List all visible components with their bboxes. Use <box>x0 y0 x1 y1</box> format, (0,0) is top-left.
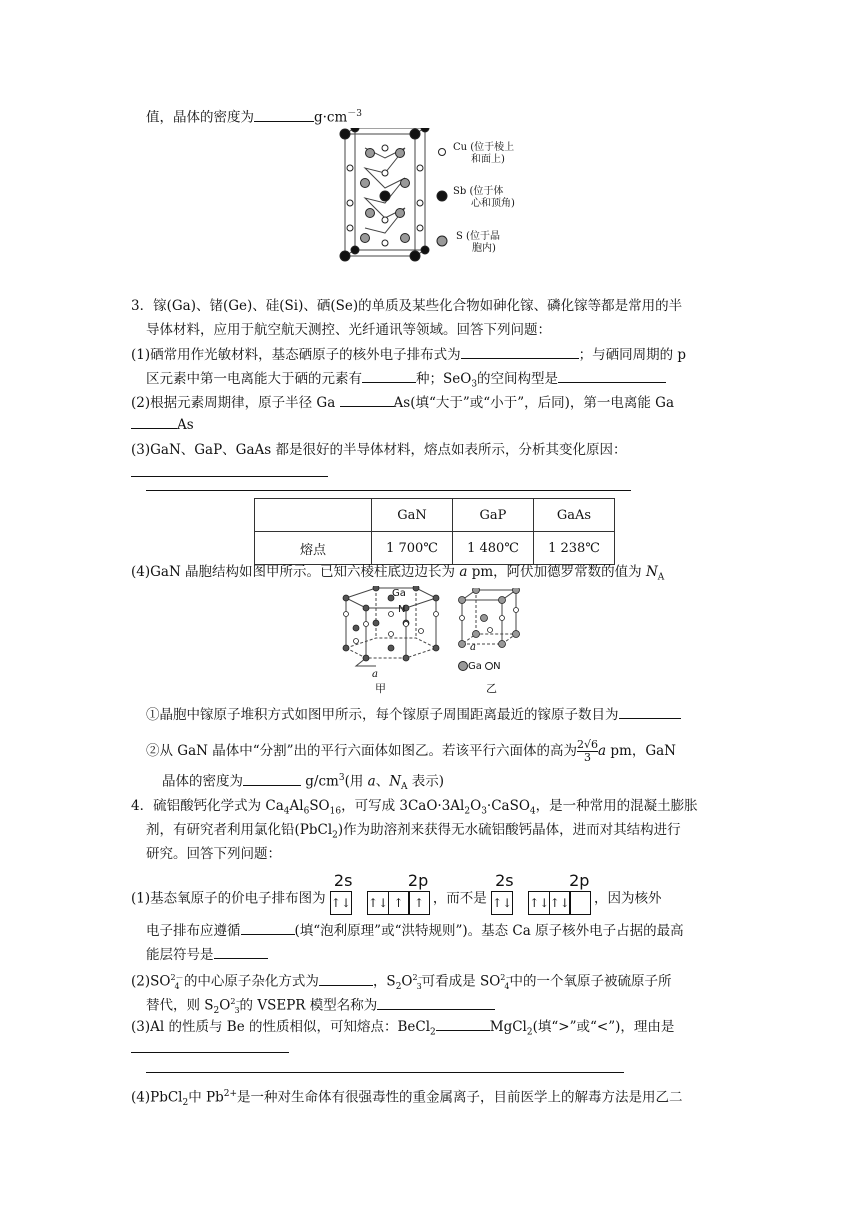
table-row: 熔点 1 700℃ 1 480℃ 1 238℃ <box>255 532 615 565</box>
q3-stem-2: 导体材料，应用于航空航天测控、光纤通讯等领域。回答下列问题： <box>146 322 551 338</box>
q4-part1-line3: 能层符号是 <box>146 944 268 965</box>
gan-hexagonal-figure <box>336 586 446 686</box>
q3-sub1: ①晶胞中镓原子堆积方式如图甲所示，每个镓原子周围距离最近的镓原子数目为 <box>146 704 681 725</box>
answer-blank[interactable] <box>619 704 681 719</box>
q4-part3-blank <box>131 1038 289 1059</box>
legend-cu: Cu (位于棱上 和面上) <box>453 142 515 165</box>
legend-s: S (位于晶 胞内) <box>456 231 500 254</box>
q3-part1-line2: 区元素中第一电离能大于硒的元素有 种；SeO$_3$的空间构型是 <box>146 368 666 395</box>
q3-sub2: ②从 GaN 晶体中“分割”出的平行六面体如图乙。若该平行六面体的高为 $\frac{2√6}{3}$ a pm，GaN <box>146 738 676 764</box>
fig-label-a: a <box>372 669 378 680</box>
ga-dot-icon <box>458 661 468 671</box>
q4-stem-1: 4．硫铝酸钙化学式为 $Ca_4Al_6SO_{16}$，可写成 $3CaO\cdot 3Al_2O_3\cdot CaSO_4$，是一种常用的混凝土膨胀 <box>131 798 698 817</box>
q3-part3-line: (3)GaN、GaP、GaAs 都是很好的半导体材料，熔点如表所示，分析其变化原因： <box>131 442 627 458</box>
q2-density-line: 值，晶体的密度为 $g\cdot cm^{-3}$ <box>146 104 362 128</box>
orbital-diagram-correct: 2s ↑↓ 2p ↑↓ ↑ ↑ <box>330 888 429 916</box>
answer-blank[interactable] <box>241 920 295 935</box>
answer-blank[interactable] <box>436 1016 490 1031</box>
answer-blank[interactable] <box>254 107 314 122</box>
answer-blank[interactable] <box>243 771 301 786</box>
q4-part1-line2: 电子排布应遵循 (填“泡利原理”或“洪特规则”)。基态 Ca 原子核外电子占据的最高 <box>146 920 684 941</box>
table-header-row: GaN GaP GaAs <box>255 499 615 532</box>
q4-part2-line1: $(2)SO^{2-}_4$ 的中心原子杂化方式为 ，$S_2O^{2-}_3$可看成是 $SO^{2-}_4$中的一个氧原子被硫原子所 <box>131 968 671 997</box>
q3-part4-line: (4)GaN 晶胞结构如图甲所示。已知六棱柱底边边长为 a pm，阿伏加德罗常数的值为 $N_A$ <box>131 564 665 583</box>
fig-label-a2: a <box>470 642 476 653</box>
answer-blank[interactable] <box>377 995 495 1010</box>
answer-blank[interactable] <box>340 392 394 407</box>
q4-part3-blank2 <box>146 1058 624 1079</box>
orbital-diagram-wrong: 2s ↑↓ 2p ↑↓↑↓ <box>491 888 590 916</box>
q4-stem-2: 剂，有研究者利用氯化铅(PbCl$_2$)作为助溶剂来获得无水硫铝酸钙晶体，进而对其结构进行 <box>146 822 681 841</box>
gan-parallelepiped-figure <box>454 588 524 658</box>
n-dot-icon <box>485 662 493 670</box>
q4-stem-3: 研究。回答下列问题： <box>146 846 281 862</box>
answer-blank[interactable] <box>319 971 373 986</box>
answer-blank[interactable] <box>131 414 177 429</box>
q3-part1-line1: (1)硒常用作光敏材料，基态硒原子的核外电子排布式为 ；与硒同周期的 p <box>131 344 686 365</box>
fig-label-ga: Ga <box>392 588 406 599</box>
q3-part2-line1: (2)根据元素周期律，原子半径 Ga As(填“大于”或“小于”，后同)，第一电离能 Ga <box>131 392 674 413</box>
fig-caption-yi: 乙 <box>486 682 497 695</box>
q3-stem-1: 3．镓(Ga)、锗(Ge)、硅(Si)、硒(Se)的单质及某些化合物如砷化镓、磷化镓等都是常用的半 <box>131 298 683 314</box>
answer-blank[interactable] <box>146 1058 624 1073</box>
legend-sb: Sb (位于体 心和顶角) <box>453 186 515 209</box>
answer-blank[interactable] <box>558 368 666 383</box>
height-fraction: $\frac{2√6}{3}$ <box>577 738 599 764</box>
answer-blank[interactable] <box>131 462 328 477</box>
q4-part3-line1: (3)Al 的性质与 Be 的性质相似，可知熔点：BeCl$_2$ MgCl$_2$(填“>”或“<”)，理由是 <box>131 1016 674 1043</box>
fig-label-n: N <box>398 604 406 615</box>
q4-part2-line2: 替代，则 $S_2O^{2-}_3$的 VSEPR 模型名称为 <box>146 992 495 1021</box>
q4-part1-line1: (1)基态氧原子的价电子排布图为 2s ↑↓ 2p ↑↓ ↑ ↑ ，而不是 2s ↑↓ 2p ↑↓↑↓ ，因为核外 <box>131 882 662 916</box>
answer-blank[interactable] <box>214 944 268 959</box>
fig-caption-jia: 甲 <box>375 682 386 695</box>
q3-part3-blank2 <box>146 476 631 497</box>
answer-blank[interactable] <box>362 368 416 383</box>
melting-point-table <box>254 498 615 565</box>
answer-blank[interactable] <box>461 344 579 359</box>
legend-ga-n: Ga N <box>458 660 501 674</box>
q3-sub2-density: 晶体的密度为 $g/cm^3$(用 a、$N_A$ 表示) <box>162 768 444 797</box>
q4-part4-line1: (4)PbCl$_2$中 $Pb^{2+}$是一种对生命体有很强毒性的重金属离子，目前医学上的解毒方法是用乙二 <box>131 1089 683 1109</box>
answer-blank[interactable] <box>131 1038 289 1053</box>
q3-part2-line2: As <box>131 414 194 435</box>
answer-blank[interactable] <box>146 476 631 491</box>
